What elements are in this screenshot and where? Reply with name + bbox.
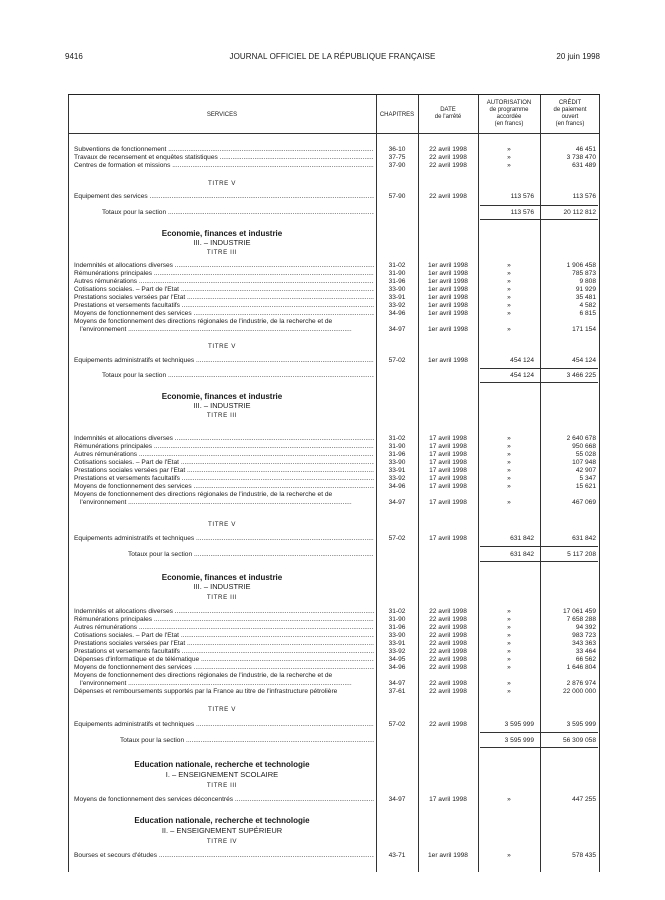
total-rule xyxy=(480,561,598,562)
table-row xyxy=(68,475,600,483)
row-label: Rémunérations principales ..... xyxy=(74,270,374,278)
table-row xyxy=(68,535,600,543)
table-row xyxy=(68,451,600,459)
row-label: Cotisations sociales. – Part de l'Etat ..... xyxy=(74,632,374,640)
total-rule xyxy=(480,546,598,547)
row-ap: 454 124 xyxy=(510,357,534,364)
row-chapitre: 33-90 xyxy=(388,286,406,293)
row-cp: 467 069 xyxy=(572,499,596,506)
table-row xyxy=(68,443,600,451)
row-ap: 113 576 xyxy=(510,193,534,200)
row-cp: 66 562 xyxy=(575,656,596,663)
row-cp: 46 451 xyxy=(575,146,596,153)
row-chapitre: 33-90 xyxy=(388,459,406,466)
page-header xyxy=(65,52,600,64)
col-cp-l1: CRÉDIT xyxy=(558,100,582,106)
row-label: Prestations sociales versées par l'Etat ..... xyxy=(74,294,374,302)
row-date: 22 avril 1998 xyxy=(429,624,467,631)
row-label: Moyens de fonctionnement des services ..... xyxy=(74,483,374,491)
row-date: 17 avril 1998 xyxy=(429,443,467,450)
table-row xyxy=(68,796,600,804)
ministry-heading: Economie, finances et industrie xyxy=(161,392,283,401)
row-date: 17 avril 1998 xyxy=(429,483,467,490)
unit-heading: III. – INDUSTRIE xyxy=(193,238,251,247)
row-chapitre: 33-91 xyxy=(388,467,406,474)
row-cp: 950 668 xyxy=(572,443,596,450)
row-date: 22 avril 1998 xyxy=(429,688,467,695)
row-label-cont: l'environnement ..... xyxy=(80,326,352,334)
table-row xyxy=(68,193,600,201)
row-ap: » xyxy=(507,475,511,482)
row-date: 22 avril 1998 xyxy=(429,721,467,728)
table-row xyxy=(68,467,600,475)
total-rule xyxy=(480,747,598,748)
row-chapitre: 33-90 xyxy=(388,632,406,639)
row-date: 17 avril 1998 xyxy=(429,451,467,458)
row-cp: 631 489 xyxy=(572,162,596,169)
row-chapitre: 31-96 xyxy=(388,624,406,631)
titre-heading: TITRE V xyxy=(208,180,236,187)
table-row xyxy=(68,357,600,365)
row-chapitre: 33-92 xyxy=(388,475,406,482)
row-date: 22 avril 1998 xyxy=(429,616,467,623)
table-row xyxy=(68,154,600,162)
row-date: 22 avril 1998 xyxy=(429,154,467,161)
table-row xyxy=(68,499,600,507)
row-ap: » xyxy=(507,616,511,623)
row-label: Moyens de fonctionnement des services déconcentrés ..... xyxy=(74,796,374,804)
row-cp: 113 576 xyxy=(572,193,596,200)
row-chapitre: 31-96 xyxy=(388,451,406,458)
titre-heading: TITRE IV xyxy=(206,838,238,845)
row-ap: » xyxy=(507,648,511,655)
row-ap: » xyxy=(507,262,511,269)
row-chapitre: 57-90 xyxy=(388,193,406,200)
row-cp: 91 929 xyxy=(575,286,596,293)
row-label: Dépenses d'informatique et de télématique ..... xyxy=(74,656,374,664)
totals-row xyxy=(68,372,600,380)
row-date: 1er avril 1998 xyxy=(428,852,468,859)
row-label: Equipements administratifs et techniques ..... xyxy=(74,721,374,729)
row-date: 17 avril 1998 xyxy=(429,475,467,482)
total-rule xyxy=(480,382,598,383)
row-ap: » xyxy=(507,435,511,442)
row-ap: » xyxy=(507,326,511,333)
row-cp: 454 124 xyxy=(572,357,596,364)
table-row xyxy=(68,146,600,154)
total-rule xyxy=(480,219,598,220)
row-date: 1er avril 1998 xyxy=(428,326,468,333)
row-cp: 33 464 xyxy=(575,648,596,655)
row-cp: 7 658 288 xyxy=(566,616,596,623)
table-header xyxy=(68,95,600,133)
ministry-heading: Education nationale, recherche et technologie xyxy=(134,760,310,769)
row-label: Cotisations sociales. – Part de l'Etat ..... xyxy=(74,459,374,467)
row-label: Indemnités et allocations diverses ..... xyxy=(74,262,374,270)
table-row xyxy=(68,688,600,696)
row-label: Prestations sociales versées par l'Etat ..... xyxy=(74,467,374,475)
total-rule xyxy=(480,732,598,733)
row-label: Moyens de fonctionnement des services ..... xyxy=(74,310,374,318)
row-cp: 17 061 459 xyxy=(562,608,596,615)
row-ap: » xyxy=(507,624,511,631)
row-cp: 578 435 xyxy=(572,852,596,859)
page-number: 9416 xyxy=(65,52,83,61)
row-ap: » xyxy=(507,608,511,615)
table-row xyxy=(68,852,600,860)
row-ap: » xyxy=(507,499,511,506)
row-ap: » xyxy=(507,270,511,277)
row-date: 22 avril 1998 xyxy=(429,680,467,687)
row-ap: » xyxy=(507,656,511,663)
row-chapitre: 34-96 xyxy=(388,664,406,671)
row-date: 1er avril 1998 xyxy=(428,262,468,269)
row-cp: 631 842 xyxy=(572,535,596,542)
row-date: 22 avril 1998 xyxy=(429,608,467,615)
row-cp: 447 255 xyxy=(572,796,596,803)
row-date: 22 avril 1998 xyxy=(429,193,467,200)
ministry-heading: Economie, finances et industrie xyxy=(161,573,283,582)
table-row xyxy=(68,664,600,672)
row-label: Prestations et versements facultatifs ..... xyxy=(74,475,374,483)
row-ap: » xyxy=(507,796,511,803)
totals-ap: 3 595 999 xyxy=(504,737,534,744)
totals-cp: 3 466 225 xyxy=(566,372,596,379)
row-ap: » xyxy=(507,294,511,301)
row-chapitre: 37-90 xyxy=(388,162,406,169)
totals-cp: 5 117 208 xyxy=(567,551,596,558)
totals-row xyxy=(68,209,600,217)
row-chapitre: 31-96 xyxy=(388,278,406,285)
totals-label: Totaux pour la section ..... xyxy=(120,737,374,745)
unit-heading: I. – ENSEIGNEMENT SCOLAIRE xyxy=(165,770,279,779)
table-row xyxy=(68,483,600,491)
row-chapitre: 34-95 xyxy=(388,656,406,663)
row-chapitre: 57-02 xyxy=(388,357,406,364)
row-chapitre: 34-97 xyxy=(388,796,406,803)
row-date: 1er avril 1998 xyxy=(428,310,468,317)
col-date-l2: de l'arrêté xyxy=(434,114,462,120)
table-row xyxy=(68,721,600,729)
header-rule xyxy=(68,133,600,134)
row-ap: » xyxy=(507,154,511,161)
row-label: Moyens de fonctionnement des directions régionales de l'industrie, de la recherche et de xyxy=(74,672,333,679)
table-row xyxy=(68,616,600,624)
totals-label: Totaux pour la section ..... xyxy=(102,209,374,217)
titre-heading: TITRE V xyxy=(208,706,236,713)
row-cp: 22 000 000 xyxy=(562,688,596,695)
col-ap-l3: accordée xyxy=(496,114,522,120)
table-row xyxy=(68,640,600,648)
totals-ap: 631 842 xyxy=(510,551,534,558)
unit-heading: III. – INDUSTRIE xyxy=(193,401,251,410)
col-services: SERVICES xyxy=(206,112,238,118)
row-cp: 3 738 470 xyxy=(566,154,596,161)
table-row xyxy=(68,608,600,616)
unit-heading: II. – ENSEIGNEMENT SUPÉRIEUR xyxy=(161,826,283,835)
table-row xyxy=(68,672,600,680)
row-chapitre: 34-97 xyxy=(388,680,406,687)
row-label: Travaux de recensement et enquêtes statistiques ..... xyxy=(74,154,374,162)
row-chapitre: 34-97 xyxy=(388,326,406,333)
row-cp: 1 646 804 xyxy=(566,664,596,671)
row-cp: 2 640 678 xyxy=(566,435,596,442)
row-cp: 15 621 xyxy=(575,483,596,490)
table-row xyxy=(68,326,600,334)
row-chapitre: 31-02 xyxy=(388,435,406,442)
row-date: 17 avril 1998 xyxy=(429,467,467,474)
row-cp: 5 347 xyxy=(579,475,596,482)
row-ap: » xyxy=(507,688,511,695)
totals-row xyxy=(68,737,600,745)
row-ap: » xyxy=(507,664,511,671)
table-row xyxy=(68,310,600,318)
row-ap: 3 595 999 xyxy=(504,721,534,728)
issue-date: 20 juin 1998 xyxy=(556,52,600,61)
row-cp: 4 582 xyxy=(579,302,596,309)
row-ap: 631 842 xyxy=(510,535,534,542)
unit-heading: III. – INDUSTRIE xyxy=(193,582,251,591)
row-cp: 42 907 xyxy=(575,467,596,474)
table-row xyxy=(68,459,600,467)
row-date: 1er avril 1998 xyxy=(428,270,468,277)
row-date: 22 avril 1998 xyxy=(429,656,467,663)
row-chapitre: 37-61 xyxy=(388,688,406,695)
row-ap: » xyxy=(507,146,511,153)
row-date: 1er avril 1998 xyxy=(428,357,468,364)
row-ap: » xyxy=(507,632,511,639)
col-date-l1: DATE xyxy=(440,107,456,113)
table-row xyxy=(68,656,600,664)
journal-title: JOURNAL OFFICIEL DE LA RÉPUBLIQUE FRANÇAISE xyxy=(229,52,436,61)
row-label: Prestations et versements facultatifs ..... xyxy=(74,648,374,656)
row-date: 1er avril 1998 xyxy=(428,286,468,293)
titre-heading: TITRE III xyxy=(206,412,238,419)
row-label: Indemnités et allocations diverses ..... xyxy=(74,435,374,443)
table-row xyxy=(68,278,600,286)
totals-row xyxy=(68,551,600,559)
row-ap: » xyxy=(507,680,511,687)
row-chapitre: 31-02 xyxy=(388,608,406,615)
row-label: Subventions de fonctionnement ..... xyxy=(74,146,374,154)
row-cp: 35 481 xyxy=(575,294,596,301)
col-chapitres: CHAPITRES xyxy=(379,112,415,118)
row-label: Centres de formation et missions ..... xyxy=(74,162,374,170)
row-label: Equipement des services ..... xyxy=(74,193,374,201)
row-ap: » xyxy=(507,640,511,647)
row-label: Rémunérations principales ..... xyxy=(74,616,374,624)
row-cp: 94 392 xyxy=(575,624,596,631)
ministry-heading: Education nationale, recherche et technologie xyxy=(134,816,310,825)
totals-label: Totaux pour la section ..... xyxy=(128,551,374,559)
row-label: Bourses et secours d'études ..... xyxy=(74,852,374,860)
row-date: 17 avril 1998 xyxy=(429,459,467,466)
table-row xyxy=(68,624,600,632)
row-chapitre: 43-71 xyxy=(388,852,406,859)
row-label: Indemnités et allocations diverses ..... xyxy=(74,608,374,616)
totals-cp: 20 112 812 xyxy=(563,209,596,216)
row-date: 22 avril 1998 xyxy=(429,648,467,655)
table-row xyxy=(68,632,600,640)
row-chapitre: 57-02 xyxy=(388,721,406,728)
table-row xyxy=(68,680,600,688)
titre-heading: TITRE III xyxy=(206,782,238,789)
row-cp: 343 363 xyxy=(572,640,596,647)
row-chapitre: 31-02 xyxy=(388,262,406,269)
titre-heading: TITRE V xyxy=(208,343,236,350)
row-label-cont: l'environnement ..... xyxy=(80,680,352,688)
row-chapitre: 36-10 xyxy=(388,146,406,153)
row-cp: 171 154 xyxy=(572,326,596,333)
row-ap: » xyxy=(507,278,511,285)
col-date xyxy=(418,107,478,121)
row-chapitre: 33-91 xyxy=(388,640,406,647)
row-ap: » xyxy=(507,302,511,309)
row-cp: 785 873 xyxy=(572,270,596,277)
row-label: Equipements administratifs et techniques ..... xyxy=(74,357,374,365)
totals-cp: 56 309 058 xyxy=(562,737,596,744)
row-label: Autres rémunérations ..... xyxy=(74,451,374,459)
ministry-heading: Economie, finances et industrie xyxy=(161,229,283,238)
row-ap: » xyxy=(507,852,511,859)
row-ap: » xyxy=(507,443,511,450)
row-label: Moyens de fonctionnement des services ..... xyxy=(74,664,374,672)
col-cp-l3: ouvert xyxy=(561,114,579,120)
col-ap-l2: de programme xyxy=(489,107,529,113)
row-ap: » xyxy=(507,451,511,458)
credits-table xyxy=(68,94,600,872)
col-ap-l4: (en francs) xyxy=(494,121,524,127)
table-row xyxy=(68,270,600,278)
row-date: 1er avril 1998 xyxy=(428,278,468,285)
row-cp: 6 815 xyxy=(579,310,596,317)
col-credit xyxy=(540,100,600,128)
row-ap: » xyxy=(507,467,511,474)
row-chapitre: 37-75 xyxy=(388,154,406,161)
col-cp-l4: (en francs) xyxy=(555,121,585,127)
row-cp: 983 723 xyxy=(572,632,596,639)
totals-ap: 454 124 xyxy=(510,372,534,379)
row-ap: » xyxy=(507,162,511,169)
row-date: 17 avril 1998 xyxy=(429,499,467,506)
row-label: Prestations et versements facultatifs ..... xyxy=(74,302,374,310)
row-ap: » xyxy=(507,459,511,466)
row-cp: 3 595 999 xyxy=(566,721,596,728)
row-date: 22 avril 1998 xyxy=(429,664,467,671)
row-ap: » xyxy=(507,286,511,293)
table-row xyxy=(68,491,600,499)
row-label: Prestations sociales versées par l'Etat ..... xyxy=(74,640,374,648)
col-autorisation xyxy=(478,100,540,128)
row-chapitre: 33-91 xyxy=(388,294,406,301)
table-row xyxy=(68,302,600,310)
row-label-cont: l'environnement ..... xyxy=(80,499,352,507)
table-row xyxy=(68,318,600,326)
totals-label: Totaux pour la section ..... xyxy=(102,372,374,380)
row-cp: 55 028 xyxy=(575,451,596,458)
row-date: 22 avril 1998 xyxy=(429,146,467,153)
row-chapitre: 34-97 xyxy=(388,499,406,506)
row-label: Rémunérations principales ..... xyxy=(74,443,374,451)
row-chapitre: 31-90 xyxy=(388,270,406,277)
row-date: 22 avril 1998 xyxy=(429,162,467,169)
row-label: Autres rémunérations ..... xyxy=(74,624,374,632)
table-row xyxy=(68,435,600,443)
table-row xyxy=(68,648,600,656)
table-row xyxy=(68,286,600,294)
row-chapitre: 34-96 xyxy=(388,483,406,490)
row-chapitre: 34-96 xyxy=(388,310,406,317)
row-chapitre: 33-92 xyxy=(388,648,406,655)
totals-ap: 113 576 xyxy=(510,209,534,216)
row-date: 17 avril 1998 xyxy=(429,796,467,803)
row-date: 17 avril 1998 xyxy=(429,435,467,442)
row-chapitre: 33-92 xyxy=(388,302,406,309)
row-cp: 1 906 458 xyxy=(566,262,596,269)
total-rule xyxy=(480,205,598,206)
total-rule xyxy=(480,368,598,369)
row-chapitre: 31-90 xyxy=(388,616,406,623)
table-row xyxy=(68,262,600,270)
row-label: Equipements administratifs et techniques ..... xyxy=(74,535,374,543)
row-chapitre: 57-02 xyxy=(388,535,406,542)
row-date: 1er avril 1998 xyxy=(428,302,468,309)
row-ap: » xyxy=(507,483,511,490)
row-date: 22 avril 1998 xyxy=(429,640,467,647)
table-row xyxy=(68,294,600,302)
titre-heading: TITRE III xyxy=(206,594,238,601)
col-cp-l2: de paiement xyxy=(553,107,587,113)
row-date: 22 avril 1998 xyxy=(429,632,467,639)
table-row xyxy=(68,162,600,170)
row-label: Moyens de fonctionnement des directions régionales de l'industrie, de la recherche et de xyxy=(74,318,333,325)
row-cp: 9 808 xyxy=(579,278,596,285)
titre-heading: TITRE III xyxy=(206,249,238,256)
row-label: Cotisations sociales. – Part de l'Etat ..... xyxy=(74,286,374,294)
row-chapitre: 31-90 xyxy=(388,443,406,450)
row-cp: 2 876 974 xyxy=(566,680,596,687)
row-ap: » xyxy=(507,310,511,317)
titre-heading: TITRE V xyxy=(208,521,236,528)
row-label: Autres rémunérations ..... xyxy=(74,278,374,286)
row-label: Dépenses et remboursements supportés par la France au titre de l'infrastructure pétrolière xyxy=(74,688,338,695)
row-cp: 107 948 xyxy=(572,459,596,466)
col-ap-l1: AUTORISATION xyxy=(486,100,532,106)
row-label: Moyens de fonctionnement des directions régionales de l'industrie, de la recherche et de xyxy=(74,491,333,498)
row-date: 17 avril 1998 xyxy=(429,535,467,542)
row-date: 1er avril 1998 xyxy=(428,294,468,301)
